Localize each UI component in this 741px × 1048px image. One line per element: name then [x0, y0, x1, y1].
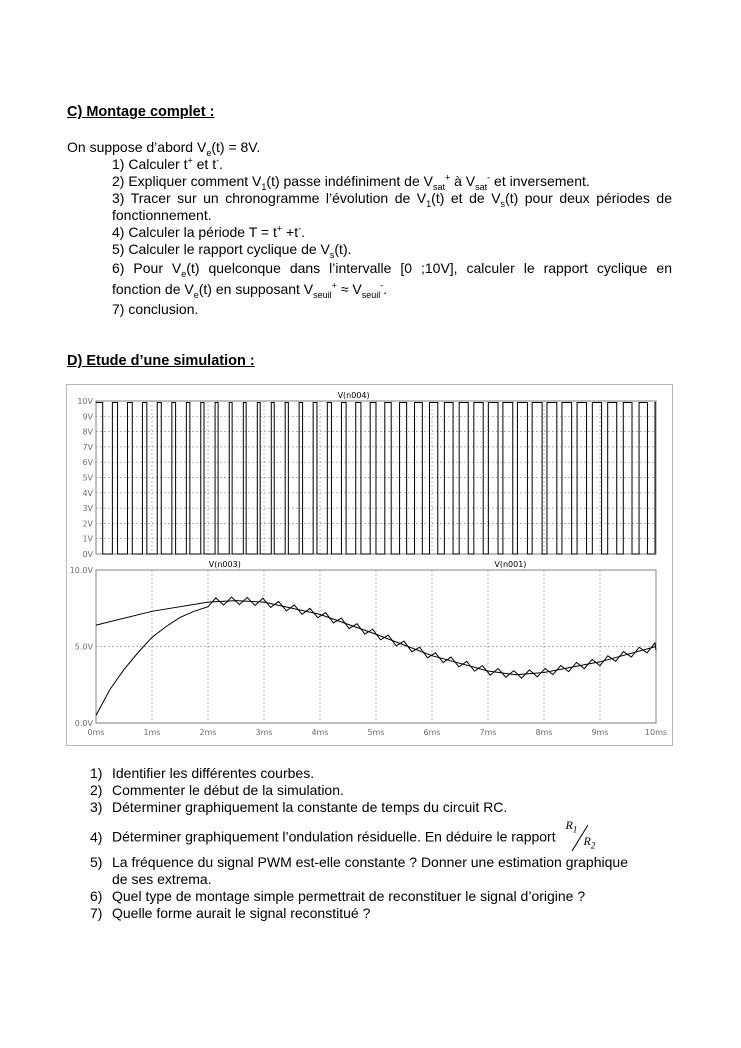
bottom-y-tick-label: 0.0V: [74, 719, 93, 728]
question-4: 4) Déterminer graphiquement l’ondulation résiduelle. En déduire le rapport $R_1$ $R_2$: [90, 823, 680, 853]
top-y-tick-label: 7V: [82, 442, 93, 452]
question-1: 1) Identifier les différentes courbes.: [90, 765, 315, 781]
x-tick-label: 7ms: [479, 728, 497, 737]
section-d-title: D) Etude d’une simulation :: [67, 353, 255, 369]
x-tick-label: 0ms: [87, 728, 105, 737]
simulation-svg: [67, 385, 672, 745]
top-y-tick-label: 9V: [82, 412, 93, 422]
top-y-tick-label: 5V: [82, 473, 93, 483]
top-y-tick-label: 10V: [77, 397, 93, 406]
item-4: 4) Calculer la période T = t+ +t-.: [112, 223, 305, 240]
top-y-tick-label: 2V: [82, 519, 93, 529]
top-y-tick-label: 3V: [82, 504, 93, 514]
x-tick-label: 10ms: [644, 728, 668, 737]
x-tick-label: 5ms: [367, 728, 385, 737]
item-5: 5) Calculer le rapport cyclique de $V_s(t)$.: [112, 241, 352, 260]
top-y-tick-label: 8V: [82, 427, 93, 437]
item-6: 6) Pour $V_e(t)$ quelconque dans l’intervalle [0 ;10V], calculer le rapport cyclique en: [112, 260, 672, 279]
x-tick-label: 9ms: [591, 728, 609, 737]
x-tick-label: 8ms: [535, 728, 553, 737]
question-5: 5) La fréquence du signal PWM est-elle constante ? Donner une estimation graphique: [90, 854, 628, 870]
item-1: 1) Calculer t+ et t-.: [112, 155, 223, 172]
question-5-cont: de ses extrema.: [112, 871, 212, 887]
question-2: 2) Commenter le début de la simulation.: [90, 782, 344, 798]
bottom-y-tick-label: 10.0V: [69, 566, 93, 575]
question-3: 3) Déterminer graphiquement la constante de temps du circuit RC.: [90, 799, 508, 815]
x-tick-label: 1ms: [143, 728, 161, 737]
pwm-trace: [96, 403, 656, 554]
x-tick-label: 4ms: [311, 728, 329, 737]
top-y-tick-label: 0V: [82, 550, 93, 559]
item-3: 3) Tracer sur un chronogramme l’évolution de $V_1(t)$ et de $V_s(t)$ pour deux périodes de: [112, 190, 672, 209]
bottom-y-tick-label: 5.0V: [74, 642, 93, 652]
x-tick-label: 3ms: [255, 728, 273, 737]
x-tick-label: 2ms: [199, 728, 217, 737]
section-c-title: C) Montage complet :: [67, 104, 215, 120]
section-c-intro: On suppose d’abord $V_e(t) = 8V$.: [67, 139, 261, 158]
top-y-tick-label: 1V: [82, 534, 93, 544]
series-label-n003: V(n003): [208, 560, 241, 569]
simulation-plot: [66, 384, 673, 746]
x-tick-label: 6ms: [423, 728, 441, 737]
item-3-cont: fonctionnement.: [112, 207, 212, 223]
ratio-r1-r2: $R_1$ $R_2$: [560, 823, 600, 853]
item-2: 2) Expliquer comment $V_1(t)$ passe indéfiniment de $V_{sat}^+$ à $V_{sat}^-$ et inversement.: [112, 172, 590, 192]
question-6: 6) Quel type de montage simple permettrait de reconstituer le signal d’origine ?: [90, 888, 586, 904]
item-6-cont: fonction de $V_e(t)$ en supposant $V_{seuil}^+ \approx V_{seuil}^-$.: [112, 280, 388, 300]
top-y-tick-label: 6V: [82, 458, 93, 468]
item-7: 7) conclusion.: [112, 301, 199, 317]
top-series-label: V(n004): [337, 391, 370, 400]
top-y-tick-label: 4V: [82, 488, 93, 498]
question-7: 7) Quelle forme aurait le signal reconstitué ?: [90, 905, 371, 921]
series-label-n001: V(n001): [494, 560, 527, 569]
